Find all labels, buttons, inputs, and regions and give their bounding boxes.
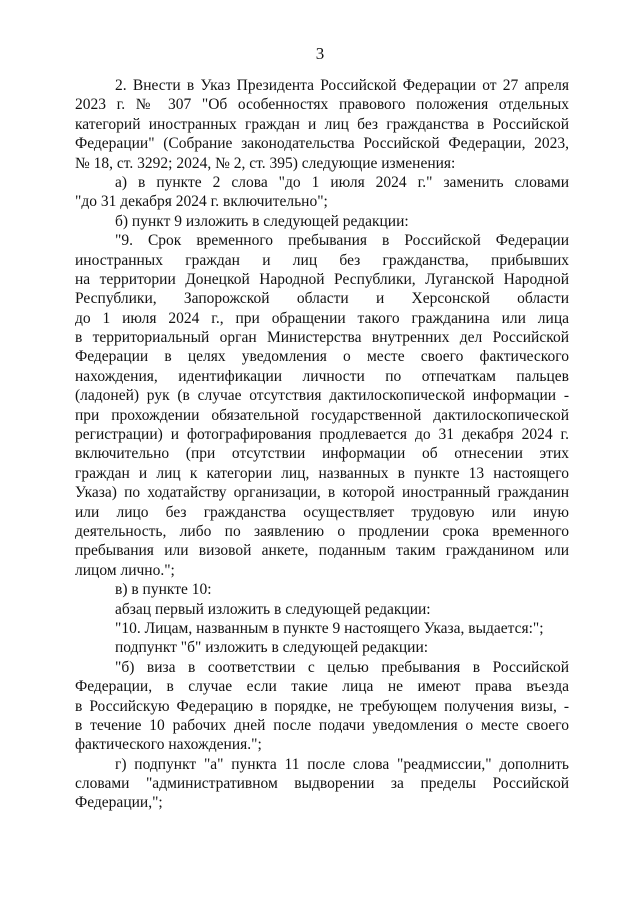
text-line: словами "административном выдворении за пределы Российской	[75, 775, 569, 793]
text-line: 2023 г. № 307 "Об особенностях правового положения отдельных	[75, 96, 569, 114]
text-line: граждан и лиц к категории лиц, названных в пункте 13 настоящего	[75, 464, 569, 482]
text-line: Республики, Запорожской области и Херсонской области	[75, 290, 569, 308]
text-line: категорий иностранных граждан и лиц без гражданства в Российской	[75, 115, 569, 133]
text-line: до 1 июля 2024 г., при обращении такого гражданина или лица	[75, 309, 569, 327]
text-line: в течение 10 рабочих дней после подачи уведомления о месте своего	[75, 716, 569, 734]
text-line: Федерации в целях уведомления о месте своего фактического	[75, 348, 569, 366]
text-line: б) пункт 9 изложить в следующей редакции:	[115, 212, 409, 230]
text-line: или лицо без гражданства осуществляет трудовую или иную	[75, 503, 569, 521]
text-line: Федерации,";	[75, 794, 163, 812]
text-line: регистрации) и фотографирования продлевается до 31 декабря 2024 г.	[75, 426, 569, 444]
text-line: "9. Срок временного пребывания в Российской Федерации	[115, 232, 569, 250]
page-number: 3	[315, 44, 325, 63]
text-line: Федерации" (Собрание законодательства Российской Федерации, 2023,	[75, 135, 569, 153]
text-line: иностранных граждан и лиц без гражданства, прибывших	[75, 251, 569, 269]
text-line: в) в пункте 10:	[115, 581, 212, 599]
text-line: "10. Лицам, названным в пункте 9 настоящего Указа, выдается:";	[115, 619, 544, 637]
text-line: Указа) по ходатайству организации, в которой иностранный гражданин	[75, 484, 569, 502]
text-line: "б) виза в соответствии с целью пребывания в Российской	[115, 658, 569, 676]
text-line: деятельность, либо по заявлению о продлении срока временного	[75, 522, 569, 540]
text-line: подпункт "б" изложить в следующей редакции:	[115, 639, 429, 657]
text-line: в Российскую Федерацию в порядке, не требующем получения визы, -	[75, 697, 569, 715]
text-line: 2. Внести в Указ Президента Российской Федерации от 27 апреля	[115, 77, 569, 94]
text-line: пребывания или визовой анкете, поданным таким гражданином или	[75, 542, 569, 560]
text-line: № 18, ст. 3292; 2024, № 2, ст. 395) следующие изменения:	[75, 154, 456, 172]
text-line: нахождения, идентификации личности по отпечаткам пальцев	[75, 367, 569, 385]
text-line: при прохождении обязательной государственной дактилоскопической	[75, 406, 569, 424]
text-line: включительно (при отсутствии информации об отнесении этих	[75, 445, 569, 463]
text-line: в территориальный орган Министерства внутренних дел Российской	[75, 329, 569, 347]
text-line: лицом лично.";	[75, 561, 175, 579]
text-line: абзац первый изложить в следующей редакции:	[115, 600, 431, 618]
document-body	[75, 76, 569, 813]
text-line: (ладоней) рук (в случае отсутствия дактилоскопической информации -	[75, 387, 569, 405]
text-line: "до 31 декабря 2024 г. включительно";	[75, 193, 328, 211]
text-line: на территории Донецкой Народной Республики, Луганской Народной	[75, 270, 569, 288]
text-line: Федерации, в случае если такие лица не имеют права въезда	[75, 678, 569, 696]
text-line: фактического нахождения.";	[75, 736, 262, 754]
text-line: г) подпункт "а" пункта 11 после слова "реадмиссии," дополнить	[115, 755, 569, 773]
text-line: а) в пункте 2 слова "до 1 июля 2024 г." заменить словами	[115, 173, 569, 191]
